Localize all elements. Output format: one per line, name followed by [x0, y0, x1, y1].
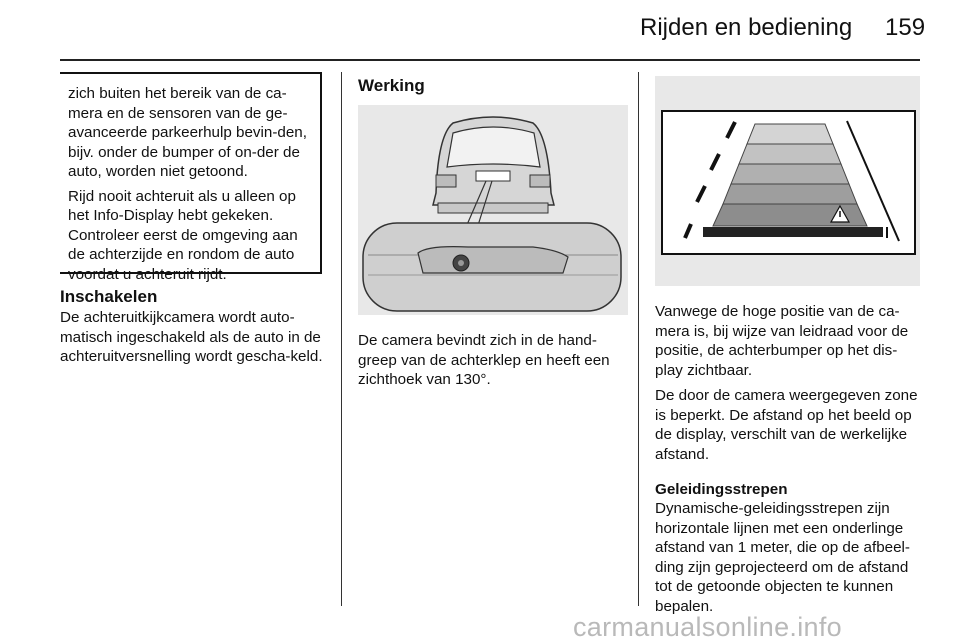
warning-box — [60, 72, 322, 283]
header-divider — [60, 59, 920, 61]
watermark: carmanualsonline.info — [573, 612, 842, 642]
geleidingsstrepen-heading: Geleidingsstrepen — [655, 481, 788, 498]
display-guidelines-drawing — [655, 76, 920, 286]
page-number: 159 — [885, 14, 926, 41]
werking-caption-block — [358, 331, 628, 390]
parking-guide-display-illustration — [655, 76, 920, 286]
page-section-title: Rijden en bediening — [640, 14, 853, 41]
werking-heading: Werking — [358, 76, 425, 95]
rear-camera-location-illustration — [358, 105, 628, 315]
inschakelen-heading: Inschakelen — [60, 287, 158, 306]
geleidingsstrepen-text: Dynamische-geleidingsstrepen zijn horizontale lijnen met een onderlinge afstand van 1 meter, die op de afbeel-ding zijn geprojecteerd om de afstand tot de getoonde objecten te kunnen bepalen. — [655, 500, 910, 615]
warning-paragraph: zich buiten het bereik van de ca-mera en de sensoren van de ge-avanceerde parkeerhulp bevin-den, bijv. onder de bumper of on-der de auto, worden niet getoond. — [68, 85, 307, 180]
car-tailgate-drawing — [358, 105, 628, 315]
warning-paragraph: Rijd nooit achteruit als u alleen op het Info-Display hebt gekeken. Controleer eerst de omgeving aan de achterzijde en rondom de auto voordat u achteruit rijdt. — [68, 187, 298, 283]
display-distance-paragraph: De door de camera weergegeven zone is beperkt. De afstand op het beeld op de display, verschilt van de werkelijke afstand. — [655, 387, 918, 463]
inschakelen-section — [60, 287, 330, 367]
column3-text-block — [655, 302, 923, 622]
column-divider-1 — [341, 72, 342, 606]
inschakelen-text: De achteruitkijkcamera wordt auto-matisch ingeschakeld als de auto in de achteruitversnelling wordt gescha-keld. — [60, 309, 323, 365]
column-divider-2 — [638, 72, 639, 606]
werking-caption: De camera bevindt zich in de hand-greep van de achterklep en heeft een zichthoek van 130°. — [358, 332, 610, 388]
display-position-paragraph: Vanwege de hoge positie van de ca-mera is, bij wijze van leidraad voor de positie, de achterbumper op het dis-play zichtbaar. — [655, 303, 909, 379]
